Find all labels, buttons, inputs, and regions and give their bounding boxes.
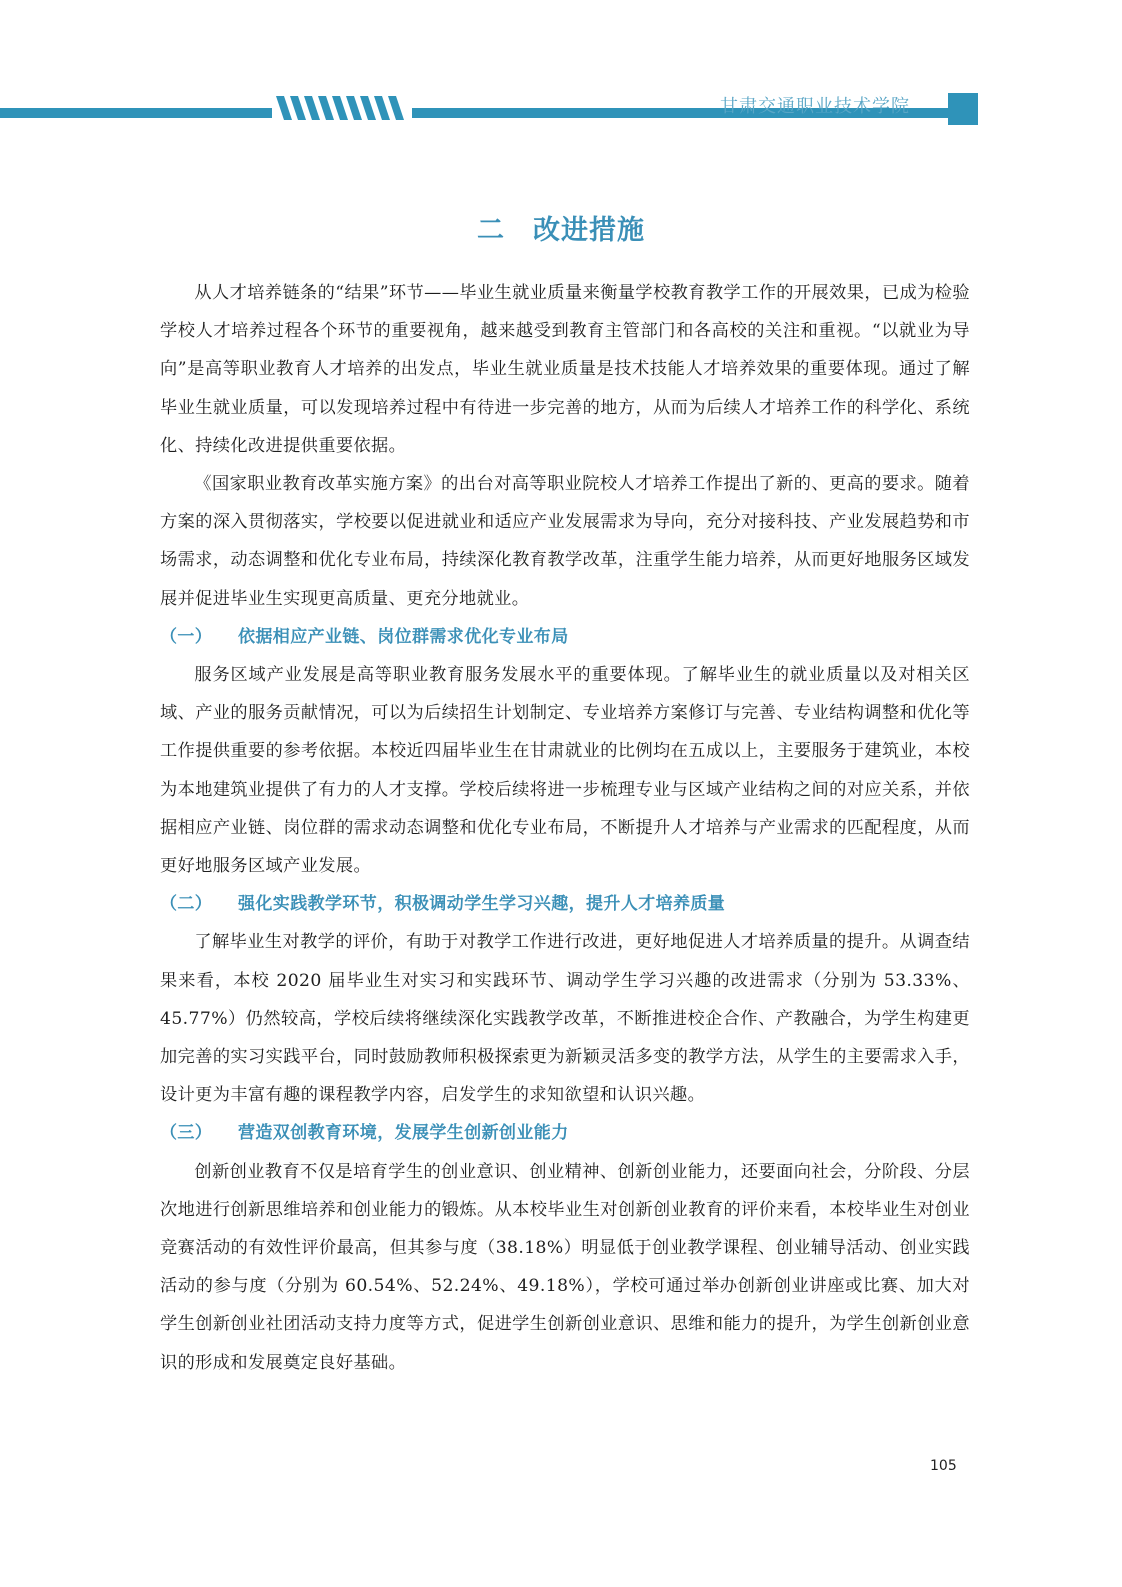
heading-text: 强化实践教学环节，积极调动学生学习兴趣，提升人才培养质量 [238,894,726,915]
subsection-heading [160,1114,970,1152]
heading-number: （二） [160,894,213,915]
subsection-heading [160,618,970,656]
paragraph: 创新创业教育不仅是培育学生的创业意识、创业精神、创新创业能力，还要面向社会，分阶段、分层次地进行创新思维培养和创业能力的锻炼。从本校毕业生对创新创业教育的评价来看，本校毕业生对创业竞赛活动的有效性评价最高，但其参与度（38.18%）明显低于创业教学课程、创业辅导活动、创业实践活动的参与度（分别为 60.54%、52.24%、49.18%），学校可通过举办创新创业讲座或比赛、加大对学生创新创业社团活动支持力度等方式，促进学生创新创业意识、思维和能力的提升，为学生创新创业意识的形成和发展奠定良好基础。 [160,1161,970,1373]
heading-number: （三） [160,1123,213,1144]
page-header [0,88,978,130]
paragraph: 服务区域产业发展是高等职业教育服务发展水平的重要体现。了解毕业生的就业质量以及对相关区域、产业的服务贡献情况，可以为后续招生计划制定、专业培养方案修订与完善、专业结构调整和优化等工作提供重要的参考依据。本校近四届毕业生在甘肃就业的比例均在五成以上，主要服务于建筑业，本校为本地建筑业提供了有力的人才支撑。学校后续将进一步梳理专业与区域产业结构之间的对应关系，并依据相应产业链、岗位群的需求动态调整和优化专业布局，不断提升人才培养与产业需求的匹配程度，从而更好地服务区域产业发展。 [160,665,970,877]
body-content [160,274,970,1382]
heading-text: 依据相应产业链、岗位群需求优化专业布局 [238,626,569,647]
paragraph: 了解毕业生对教学的评价，有助于对教学工作进行改进，更好地促进人才培养质量的提升。从调查结果来看，本校 2020 届毕业生对实习和实践环节、调动学生学习兴趣的改进需求（分别为 53.33%、45.77%）仍然较高，学校后续将继续深化实践教学改革，不断推进校企合作、产教融合，为学生构建更加完善的实习实践平台，同时鼓励教师积极探索更为新颖灵活多变的教学方法，从学生的主要需求入手，设计更为丰富有趣的课程教学内容，启发学生的求知欲望和认识兴趣。 [160,932,970,1106]
header-title: 甘肃交通职业技术学院 [720,96,910,117]
subsection-heading [160,885,970,923]
paragraph: 《国家职业教育改革实施方案》的出台对高等职业院校人才培养工作提出了新的、更高的要求。随着方案的深入贯彻落实，学校要以促进就业和适应产业发展需求为导向，充分对接科技、产业发展趋势和市场需求，动态调整和优化专业布局，持续深化教育教学改革，注重学生能力培养，从而更好地服务区域发展并促进毕业生实现更高质量、更充分地就业。 [160,474,970,609]
page-number: 105 [930,1458,957,1474]
heading-text: 营造双创教育环境，发展学生创新创业能力 [238,1123,569,1144]
diagonal-stripes-icon [272,96,412,120]
section-title: 二 改进措施 [477,215,645,246]
heading-number: （一） [160,626,213,647]
header-block [948,93,978,125]
paragraph: 从人才培养链条的“结果”环节——毕业生就业质量来衡量学校教育教学工作的开展效果，已成为检验学校人才培养过程各个环节的重要视角，越来越受到教育主管部门和各高校的关注和重视。“以就业为导向”是高等职业教育人才培养的出发点，毕业生就业质量是技术技能人才培养效果的重要体现。通过了解毕业生就业质量，可以发现培养过程中有待进一步完善的地方，从而为后续人才培养工作的科学化、系统化、持续化改进提供重要依据。 [160,283,970,456]
